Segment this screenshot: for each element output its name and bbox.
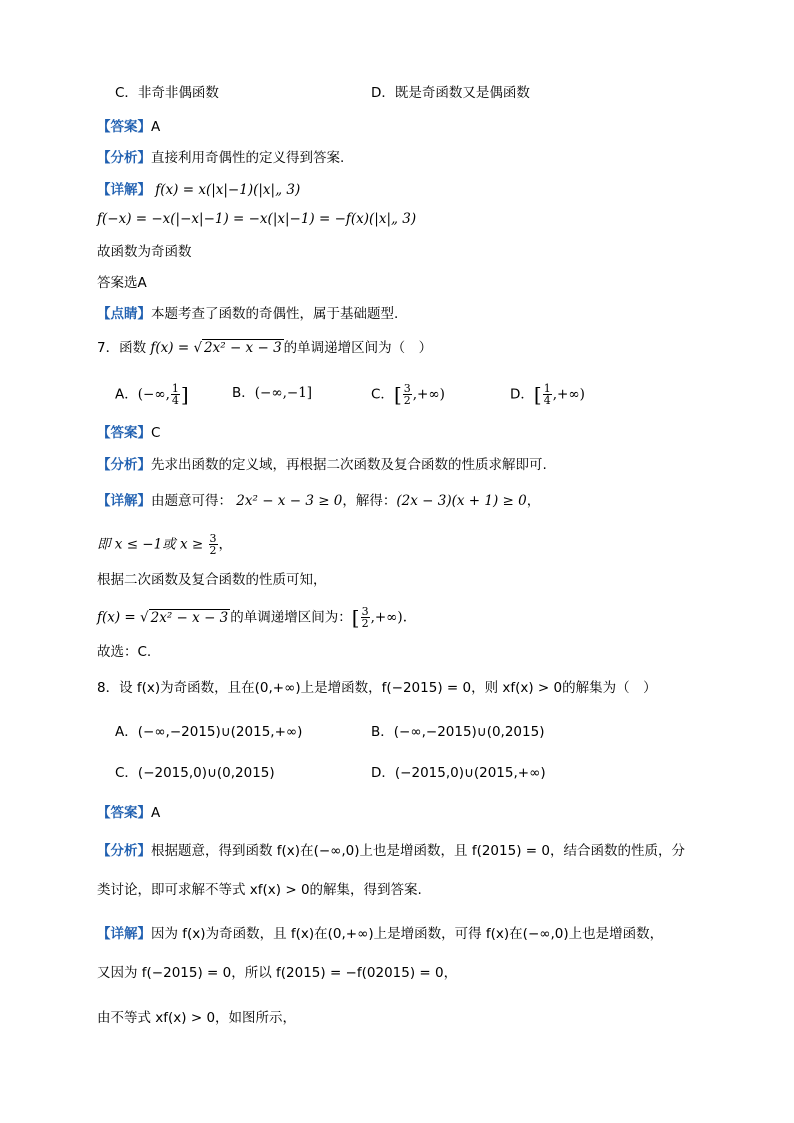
q8-detail-2: 又因为 f(−2015) = 0，所以 f(2015) = −f(02015) = 0， [97,965,458,981]
answer-value: C [151,425,161,441]
frac-num: 1 [171,382,179,395]
answer-tag: 【答案】 [97,425,151,441]
q6-detail-line1 [97,180,300,200]
q7-option-a [115,383,189,406]
q7-detail-b: ，解得： [342,493,397,509]
q7-property-line: 根据二次函数及复合函数的性质可知， [97,572,327,588]
q7-final-frac [361,606,370,629]
q7-final-fx: f(x) = [97,609,141,626]
detail-formula-1: f(x) = x(|x|−1)(|x|„ 3) [155,182,301,198]
q7-stem-suffix: 的单调递增区间为（ ） [283,340,433,356]
answer-tag: 【答案】 [97,805,151,821]
q6-option-c: C．非奇非偶函数 [115,85,219,101]
q8-analysis-1 [97,841,685,861]
q7-opt-d-right: ,+∞) [552,386,585,403]
q7-stem-prefix: 7．函数 [97,340,151,356]
detail-tag: 【详解】 [97,493,151,509]
q7-solution-range [97,533,232,556]
comment-text: 本题考查了函数的奇偶性，属于基础题型. [151,306,399,322]
q7-detail-a: 由题意可得： [151,493,232,509]
q7-final [97,606,407,629]
analysis-text: 直接利用奇偶性的定义得到答案. [151,150,345,166]
sqrt-symbol: √ 2x² − x − 3 [193,340,282,356]
q7-opt-b-value: (−∞,−1] [254,385,313,401]
frac-num: 1 [543,382,551,395]
q7-option-c [371,383,445,406]
frac-den: 2 [209,544,217,557]
q6-analysis [97,148,344,168]
q7-opt-a-right: ] [180,382,189,407]
frac-num: 3 [209,532,217,545]
comment-tag: 【点睛】 [97,306,151,322]
detail-tag: 【详解】 [97,926,151,942]
q7-inequality-2: (2x − 3)(x + 1) ≥ 0 [396,493,527,509]
q8-option-a: A．(−∞,−2015)∪(2015,+∞) [115,724,303,740]
q7-final-radicand: 2x² − x − 3 [150,609,229,626]
q8-detail-3: 由不等式 xf(x) > 0，如图所示， [97,1010,297,1026]
q7-final-left: [ [351,605,360,630]
q7-range-end: ， [218,536,232,553]
sqrt-symbol: √ 2x² − x − 3 [140,609,229,626]
q7-final-right: ,+∞). [370,609,407,626]
q7-opt-c-label: C． [371,386,394,403]
q8-stem: 8．设 f(x)为奇函数，且在(0,+∞)上是增函数，f(−2015) = 0，则 xf(x) > 0的解集为（ ） [97,680,657,696]
q8-detail-1 [97,924,663,944]
q7-detail-c: ， [526,493,541,509]
q6-answer [97,117,160,137]
frac-den: 2 [361,617,369,630]
q7-opt-b-label: B． [232,385,255,401]
q6-conclusion: 故函数为奇函数 [97,244,192,260]
q8-option-d: D．(−2015,0)∪(2015,+∞) [371,765,546,781]
q7-fx: f(x) = [150,340,194,356]
answer-value: A [151,119,161,135]
q7-opt-d-label: D． [510,386,534,403]
frac-num: 3 [403,382,411,395]
q7-opt-d-frac [543,383,552,406]
q6-option-d: D．既是奇函数又是偶函数 [371,85,530,101]
q6-comment [97,304,398,324]
analysis-tag: 【分析】 [97,150,151,166]
q7-inequality-1: 2x² − x − 3 ≥ 0 [236,493,343,509]
q7-opt-a-left: (−∞, [137,386,170,403]
q8-answer [97,803,160,823]
q7-opt-c-right: ,+∞) [412,386,445,403]
frac-den: 2 [403,394,411,407]
q7-option-d [510,383,585,406]
q7-radicand: 2x² − x − 3 [204,340,282,356]
detail-tag: 【详解】 [97,182,151,198]
q6-choose: 答案选A [97,275,147,291]
q8-option-b: B．(−∞,−2015)∪(0,2015) [371,724,545,740]
q7-select: 故选：C. [97,644,152,660]
detail-text-1: 因为 f(x)为奇函数，且 f(x)在(0,+∞)上是增函数，可得 f(x)在(−∞,0)上也是增函数， [151,926,664,942]
q7-answer [97,423,160,443]
frac-den: 4 [543,394,551,407]
answer-tag: 【答案】 [97,119,151,135]
frac-den: 4 [171,394,179,407]
q7-opt-a-label: A． [115,386,138,403]
analysis-text-1: 根据题意，得到函数 f(x)在(−∞,0)上也是增函数，且 f(2015) = 0，结合函数的性质，分 [151,843,685,859]
detail-formula-2: f(−x) = −x(|−x|−1) = −x(|x|−1) = −f(x)(|x|„ 3) [97,211,417,227]
q6-detail-line2 [97,209,416,229]
q7-opt-c-left: [ [393,382,402,407]
q7-opt-a-frac [171,383,180,406]
q7-detail [97,491,540,511]
q7-option-b [232,383,312,403]
analysis-tag: 【分析】 [97,843,151,859]
q7-analysis [97,455,547,475]
q8-analysis-2: 类讨论，即可求解不等式 xf(x) > 0的解集，得到答案. [97,882,422,898]
q7-final-mid: 的单调递增区间为： [230,609,352,626]
q7-opt-d-left: [ [533,382,542,407]
frac-num: 3 [361,605,369,618]
q7-range-text: 即 x ≤ −1或 x ≥ [97,536,208,553]
answer-value: A [151,805,161,821]
q7-range-frac [209,533,218,556]
analysis-text: 先求出函数的定义域，再根据二次函数及复合函数的性质求解即可. [151,457,547,473]
q7-stem [97,338,432,358]
analysis-tag: 【分析】 [97,457,151,473]
q7-opt-c-frac [403,383,412,406]
q8-option-c: C．(−2015,0)∪(0,2015) [115,765,275,781]
